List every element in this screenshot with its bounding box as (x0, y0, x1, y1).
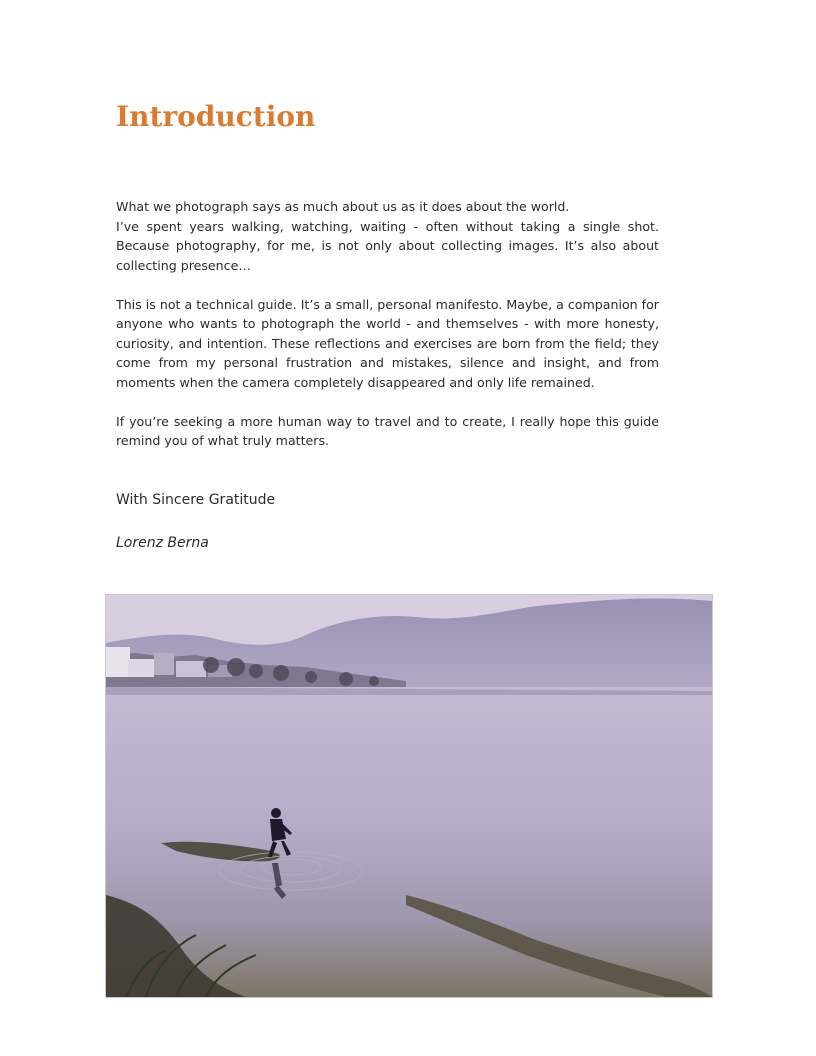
lake-scene-image (106, 595, 712, 997)
intro-paragraph-2: This is not a technical guide. It’s a small, personal manifesto. Maybe, a companion for anyone who wants to photograph the world - and themselves - with more honesty, curiosity, and intention. These reflections and exercises are born from the field; they come from my personal frustration and mistakes, silence and insight, and from moments when the camera completely disappeared and only life remained. (116, 296, 659, 390)
author-signature: Lorenz Berna (116, 535, 209, 551)
paragraph-spacer (116, 392, 659, 412)
intro-paragraph-1-line-1: What we photograph says as much about us as it does about the world. (116, 199, 570, 214)
introduction-body (116, 197, 659, 451)
intro-paragraph-1: I’ve spent years walking, watching, waiting - often without taking a single shot. Because photography, for me, is not only about collecting images. It’s also about collecting presence… (116, 218, 659, 273)
paragraph-spacer (116, 275, 659, 295)
lake-photograph (105, 594, 713, 998)
closing-line: With Sincere Gratitude (116, 492, 276, 508)
page-title: Introduction (116, 100, 316, 133)
intro-paragraph-3: If you’re seeking a more human way to travel and to create, I really hope this guide remind you of what truly matters. (116, 413, 659, 448)
